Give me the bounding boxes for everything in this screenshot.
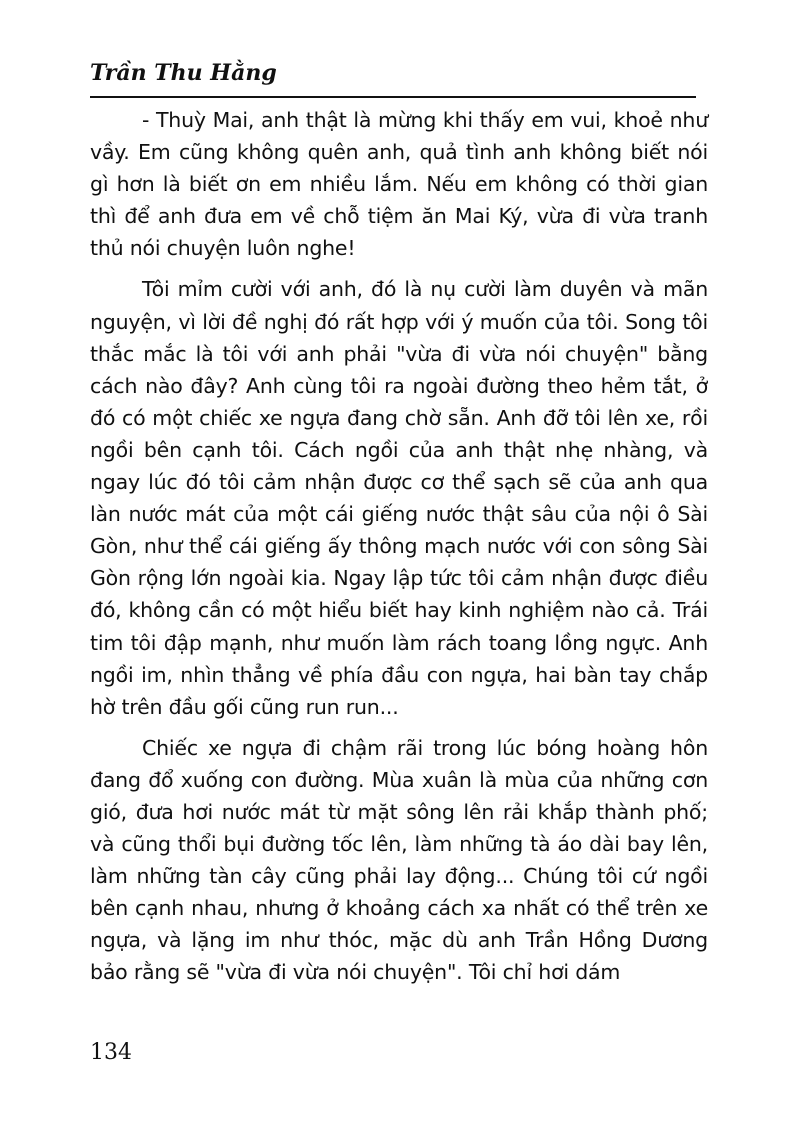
header-rule (90, 96, 696, 98)
page-number: 134 (90, 1040, 132, 1065)
paragraph-dialogue: - Thuỳ Mai, anh thật là mừng khi thấy em vui, khoẻ như vầy. Em cũng không quên anh, quả tình anh không biết nói gì hơn là biết ơn em nhiều lắm. Nếu em không có thời gian thì để anh đưa em về chỗ tiệm ăn Mai Ký, vừa đi vừa tranh thủ nói chuyện luôn nghe! (90, 108, 708, 261)
running-header (90, 60, 696, 98)
paragraph-sunset: Chiếc xe ngựa đi chậm rãi trong lúc bóng hoàng hôn đang đổ xuống con đường. Mùa xuân là mùa của những cơn gió, đưa hơi nước mát từ mặt sông lên rải khắp thành phố; và cũng thổi bụi đường tốc lên, làm những tà áo dài bay lên, làm những tàn cây cũng phải lay động... Chúng tôi cứ ngồi bên cạnh nhau, nhưng ở khoảng cách xa nhất có thể trên xe ngựa, và lặng im như thóc, mặc dù anh Trần Hồng Dương bảo rằng sẽ "vừa đi vừa nói chuyện". Tôi chỉ hơi dám (90, 735, 708, 985)
body-text (90, 104, 708, 998)
paragraph-carriage: Tôi mỉm cười với anh, đó là nụ cười làm duyên và mãn nguyện, vì lời đề nghị đó rất hợp với ý muốn của tôi. Song tôi thắc mắc là tôi với anh phải "vừa đi vừa nói chuyện" bằng cách nào đây? Anh cùng tôi ra ngoài đường theo hẻm tắt, ở đó có một chiếc xe ngựa đang chờ sẵn. Anh đỡ tôi lên xe, rồi ngồi bên cạnh tôi. Cách ngồi của anh thật nhẹ nhàng, và ngay lúc đó tôi cảm nhận được cơ thể sạch sẽ của anh qua làn nước mát của một cái giếng nước thật sâu của nội ô Sài Gòn, như thể cái giếng ấy thông mạch nước với con sông Sài Gòn rộng lớn ngoài kia. Ngay lập tức tôi cảm nhận được điều đó, không cần có một hiểu biết hay kinh nghiệm nào cả. Trái tim tôi đập mạnh, như muốn làm rách toang lồng ngực. Anh ngồi im, nhìn thẳng về phía đầu con ngựa, hai bàn tay chắp hờ trên đầu gối cũng run run... (90, 277, 708, 719)
author-name: Trần Thu Hằng (90, 60, 277, 86)
